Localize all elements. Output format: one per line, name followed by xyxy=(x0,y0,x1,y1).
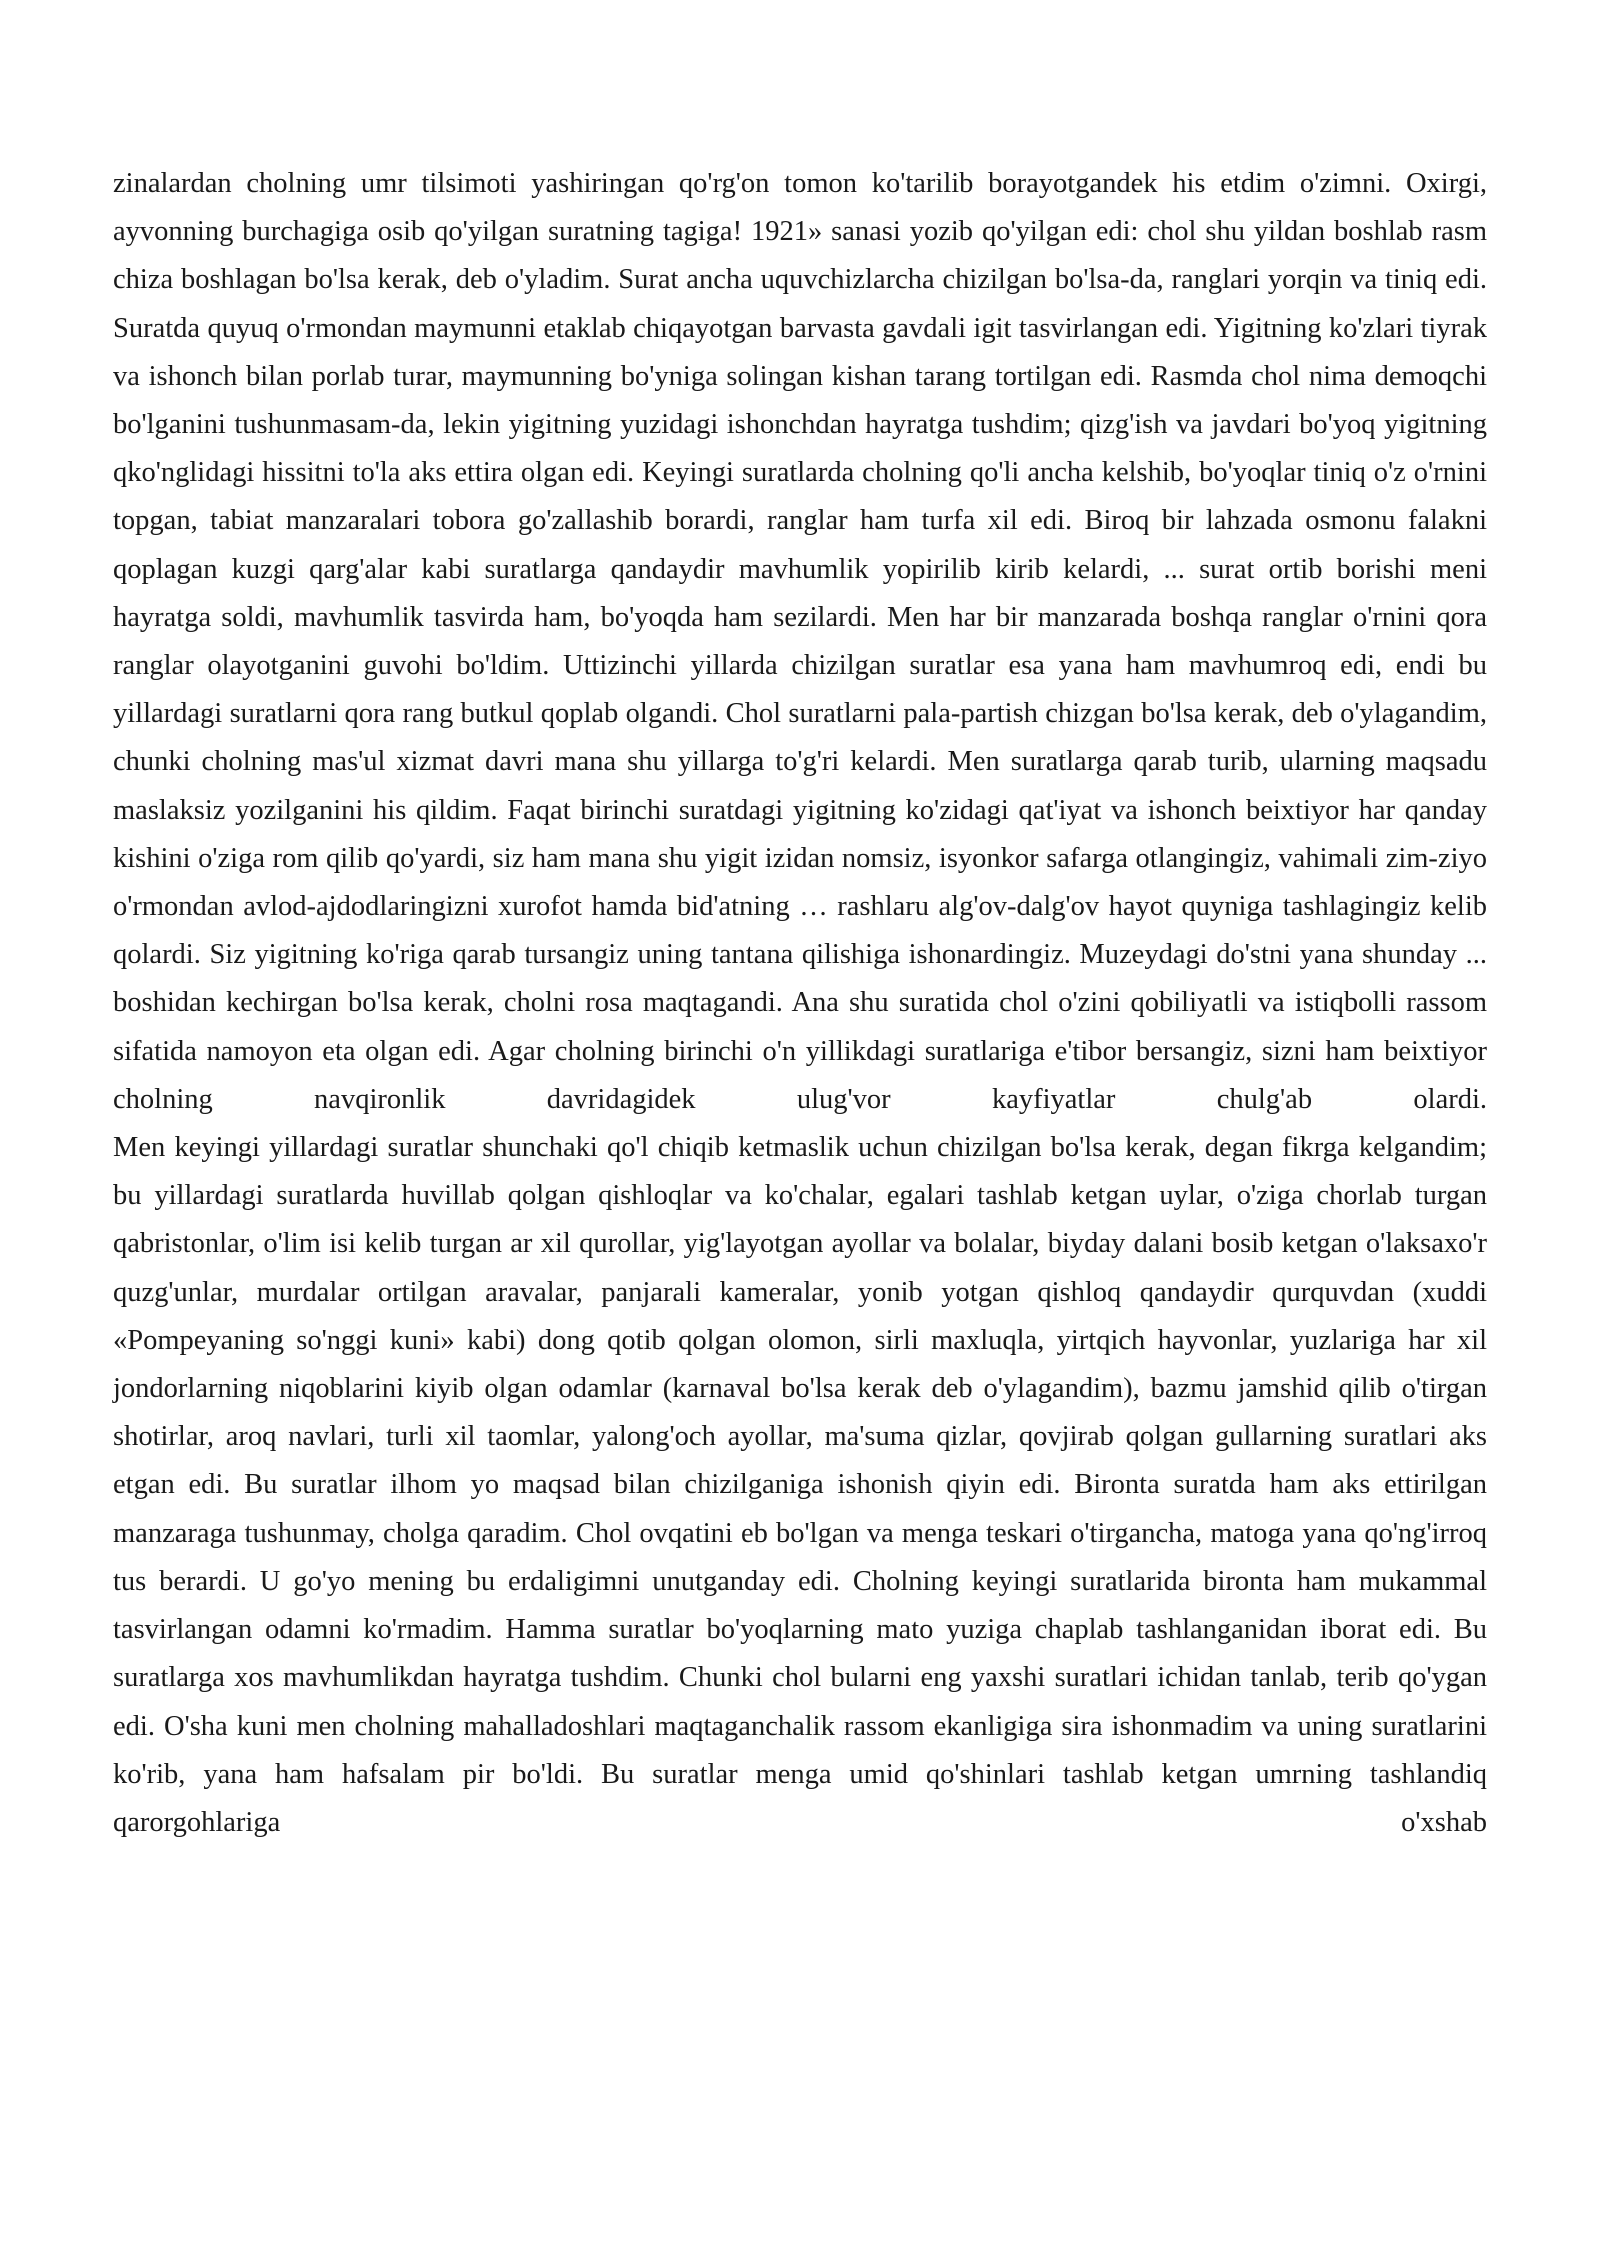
document-body xyxy=(113,160,1487,1847)
paragraph-2: Men keyingi yillardagi suratlar shunchaki qo'l chiqib ketmaslik uchun chizilgan bo'lsa kerak, degan fikrga kelgandim; bu yillardagi suratlarda huvillab qolgan qishloqlar va ko'chalar, egalari tashlab ketgan uylar, o'ziga chorlab turgan qabristonlar, o'lim isi kelib turgan ar xil qurollar, yig'layotgan ayollar va bolalar, biyday dalani bosib ketgan o'laksaxo'r quzg'unlar, murdalar ortilgan aravalar, panjarali kameralar, yonib yotgan qishloq qandaydir qurquvdan (xuddi «Pompeyaning so'nggi kuni» kabi) dong qotib qolgan olomon, sirli maxluqla, yirtqich hayvonlar, yuzlariga har xil jondorlarning niqoblarini kiyib olgan odamlar (karnaval bo'lsa kerak deb o'ylagandim), bazmu jamshid qilib o'tirgan shotirlar, aroq navlari, turli xil taomlar, yalong'och ayollar, ma'suma qizlar, qovjirab qolgan gullarning suratlari aks etgan edi. Bu suratlar ilhom yo maqsad bilan chizilganiga ishonish qiyin edi. Bironta suratda ham aks ettirilgan manzaraga tushunmay, cholga qaradim. Chol ovqatini eb bo'lgan va menga teskari o'tirgancha, matoga yana qo'ng'irroq tus berardi. U go'yo mening bu erdaligimni unutganday edi. Cholning keyingi suratlarida bironta ham mukammal tasvirlangan odamni ko'rmadim. Hamma suratlar bo'yoqlarning mato yuziga chaplab tashlanganidan iborat edi. Bu suratlarga xos mavhumlikdan hayratga tushdim. Chunki chol bularni eng yaxshi suratlari ichidan tanlab, terib qo'ygan edi. O'sha kuni men cholning mahalladoshlari maqtaganchalik rassom ekanligiga sira ishonmadim va uning suratlarini ko'rib, yana ham hafsalam pir bo'ldi. Bu suratlar menga umid qo'shinlari tashlab ketgan umrning tashlandiq qarorgohlariga o'xshab xyxy=(113,1132,1487,1838)
paragraph-1: zinalardan cholning umr tilsimoti yashiringan qo'rg'on tomon ko'tarilib borayotgandek his etdim o'zimni. Oxirgi, ayvonning burchagiga osib qo'yilgan suratning tagiga! 1921» sanasi yozib qo'yilgan edi: chol shu yildan boshlab rasm chiza boshlagan bo'lsa kerak, deb o'yladim. Surat ancha uquvchizlarcha chizilgan bo'lsa-da, ranglari yorqin va tiniq edi. Suratda quyuq o'rmondan maymunni etaklab chiqayotgan barvasta gavdali igit tasvirlangan edi. Yigitning ko'zlari tiyrak va ishonch bilan porlab turar, maymunning bo'yniga solingan kishan tarang tortilgan edi. Rasmda chol nima demoqchi bo'lganini tushunmasam-da, lekin yigitning yuzidagi ishonchdan hayratga tushdim; qizg'ish va javdari bo'yoq yigitning qko'nglidagi hissitni to'la aks ettira olgan edi. Keyingi suratlarda cholning qo'li ancha kelshib, bo'yoqlar tiniq o'z o'rnini topgan, tabiat manzaralari tobora go'zallashib borardi, ranglar ham turfa xil edi. Biroq bir lahzada osmonu falakni qoplagan kuzgi qarg'alar kabi suratlarga qandaydir mavhumlik yopirilib kirib kelardi, ... surat ortib borishi meni hayratga soldi, mavhumlik tasvirda ham, bo'yoqda ham sezilardi. Men har bir manzarada boshqa ranglar o'rnini qora ranglar olayotganini guvohi bo'ldim. Uttizinchi yillarda chizilgan suratlar esa yana ham mavhumroq edi, endi bu yillardagi suratlarni qora rang butkul qoplab olgandi. Chol suratlarni pala-partish chizgan bo'lsa kerak, deb o'ylagandim, chunki cholning mas'ul xizmat davri mana shu yillarga to'g'ri kelardi. Men suratlarga qarab turib, ularning maqsadu maslaksiz yozilganini his qildim. Faqat birinchi suratdagi yigitning ko'zidagi qat'iyat va ishonch beixtiyor har qanday kishini o'ziga rom qilib qo'yardi, siz ham mana shu yigit izidan nomsiz, isyonkor safarga otlangingiz, vahimali zim-ziyo o'rmondan avlod-ajdodlaringizni xurofot hamda bid'atning … rashlaru alg'ov-dalg'ov hayot quyniga tashlagingiz kelib qolardi. Siz yigitning ko'riga qarab tursangiz uning tantana qilishiga ishonardingiz. Muzeydagi do'stni yana shunday ... boshidan kechirgan bo'lsa kerak, cholni rosa maqtagandi. Ana shu suratida chol o'zini qobiliyatli va istiqbolli rassom sifatida namoyon eta olgan edi. Agar cholning birinchi o'n yillikdagi suratlariga e'tibor bersangiz, sizni ham beixtiyor cholning navqironlik davridagidek ulug'vor kayfiyatlar chulg'ab olardi. xyxy=(113,168,1487,1115)
